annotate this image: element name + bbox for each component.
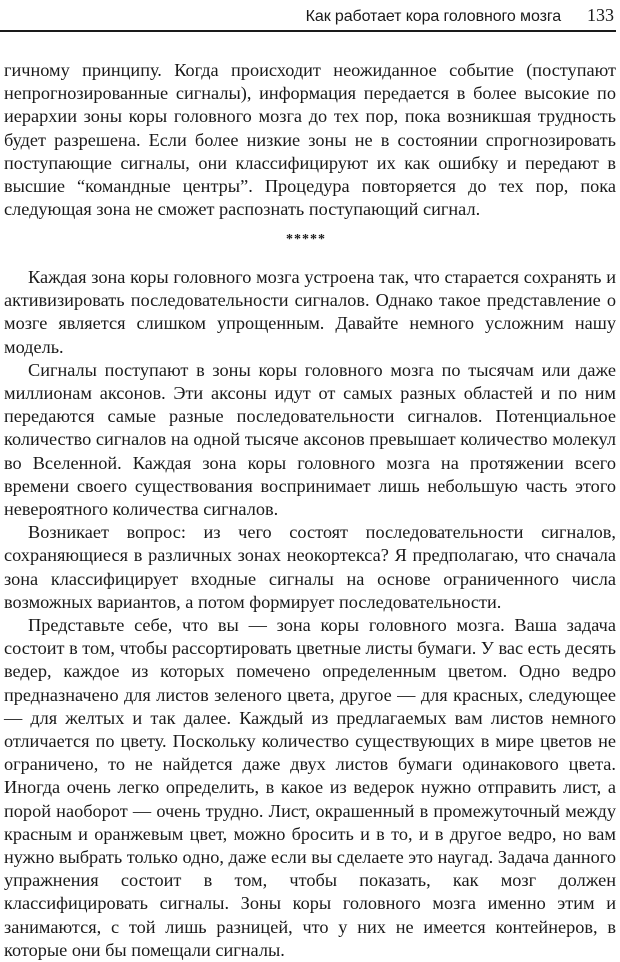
body-text-top — [4, 59, 616, 221]
paragraph: Возникает вопрос: из чего состоят последовательности сигналов, сохраняющиеся в различных зонах неокортекса? Я предполагаю, что сначала зона классифицирует входные сигналы на основе ограниченного числа возможных вариантов, а потом формирует последовательности. — [4, 522, 616, 612]
paragraph: Каждая зона коры головного мозга устроена так, что старается сохранять и активизировать последовательности сигналов. Однако такое представление о мозге является слишком упрощенным. Давайте немного усложним нашу модель. — [4, 267, 616, 357]
paragraph: Сигналы поступают в зоны коры головного мозга по тысячам или даже миллионам аксонов. Эти аксоны идут от самых разных областей и по ним передаются самые разные последовательности сигналов. Потенциальное количество сигналов на одной тысяче аксонов превышает количество молекул во Вселенной. Каждая зона коры головного мозга на протяжении всего времени своего существования воспринимает лишь небольшую часть этого невероятного количества сигналов. — [4, 359, 616, 520]
body-text-main — [4, 266, 616, 962]
running-header — [0, 0, 616, 32]
paragraph: Представьте себе, что вы — зона коры головного мозга. Ваша задача состоит в том, чтобы рассортировать цветные листы бумаги. У вас есть десять ведер, каждое из которых помечено определенным цветом. Одно ведро предназначено для листов зеленого цвета, другое — для красных, следующее — для желтых и так далее. Каждый из предлагаемых вам листов немного отличается по цвету. Поскольку количество существующих в мире цветов не ограничено, то не найдется даже двух листов бумаги одинакового цвета. Иногда очень легко определить, в какое из ведерок нужно отправить лист, а порой наоборот — очень трудно. Лист, окрашенный в промежуточный между красным и оранжевым цвет, можно бросить и в то, и в другое ведро, но вам нужно выбрать только одно, даже если вы сделаете это наугад. Задача данного упражнения состоит в том, чтобы показать, как мозг должен классифицировать сигналы. Зоны коры головного мозга именно этим и занимаются, с той лишь разницей, что у них не имеется контейнеров, в которые они бы помещали сигналы. — [4, 615, 616, 960]
running-title: Как работает кора головного мозга — [305, 8, 561, 25]
section-separator: ***** — [286, 232, 326, 247]
page-number: 133 — [587, 5, 614, 25]
paragraph-continuation: гичному принципу. Когда происходит неожиданное событие (поступают непрогнозированные сигналы), информация передается в более высокие по иерархии зоны коры головного мозга до тех пор, пока возникшая трудность будет разрешена. Если более низкие зоны не в состоянии спрогнозировать поступающие сигналы, они классифицируют их как ошибку и передают в высшие “командные центры”. Процедура повторяется до тех пор, пока следующая зона не сможет распознать поступающий сигнал. — [4, 60, 616, 220]
